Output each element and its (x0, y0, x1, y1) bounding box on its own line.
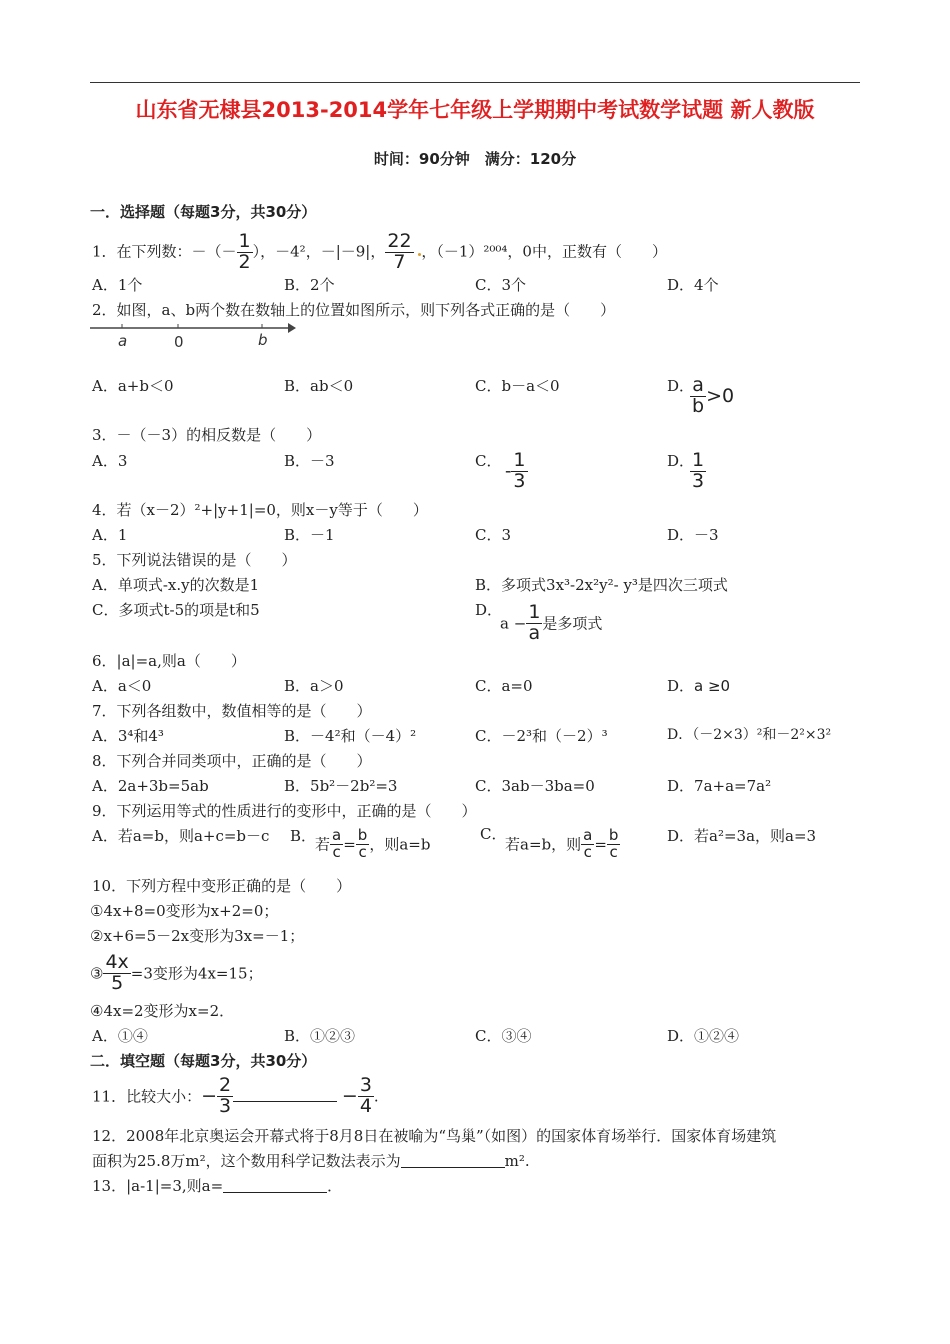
q11-f2-num: 3 (359, 1074, 372, 1096)
q9-b-right-num: b (357, 826, 368, 844)
q13-tail: ． (327, 1177, 343, 1195)
q3-option-a: A．3 (92, 452, 128, 470)
exam-info: 时间：90分钟 满分：120分 (373, 150, 577, 168)
q9-b-tail: ，则a=b (369, 835, 431, 854)
q9-c-frac-right (607, 828, 621, 861)
q9-b-frac-left (330, 828, 343, 861)
q2-option-c: C．b－a＜0 (475, 377, 560, 395)
question-1 (92, 232, 667, 273)
number-line-label-a: a (118, 332, 128, 350)
q7-option-d: D．（－2×3）²和－2²×3² (667, 727, 832, 743)
q13-answer-blank[interactable] (223, 1178, 327, 1193)
q2-option-d-label: D． (667, 377, 695, 395)
q5-d-a: a (500, 614, 509, 633)
q3-d-num: 1 (692, 449, 705, 471)
q1-mid: ），－4²，－|－9|， (252, 242, 386, 261)
q1-frac2-den: 7 (393, 250, 406, 273)
q3-c-sign: - (505, 460, 512, 483)
q3-option-d: D． (667, 452, 695, 470)
q11-fraction-2 (358, 1076, 374, 1117)
q9-b-frac-right (356, 828, 370, 861)
q1-frac2-num: 22 (387, 230, 412, 252)
q3-d-den: 3 (692, 469, 705, 492)
q8-option-b: B．5b²－2b²=3 (284, 777, 398, 795)
section-heading-choice: 一．选择题（每题3分，共30分） (90, 203, 317, 221)
q13-prefix: 13．|a-1|=3,则a= (92, 1177, 224, 1195)
q5-option-c: C．多项式t-5的项是t和5 (92, 601, 260, 619)
q9-b-eq: = (343, 835, 356, 854)
number-line-arrow (288, 323, 296, 333)
q2-d-fraction (690, 376, 706, 417)
q11-period: . (373, 1087, 379, 1106)
q5-option-a: A．单项式-x.y的次数是1 (92, 576, 260, 594)
q1-option-c: C．3个 (475, 276, 527, 294)
q9-stem: 9．下列运用等式的性质进行的变形中，正确的是（ ） (92, 802, 477, 820)
number-line (90, 318, 300, 352)
q1-frac-den: 2 (238, 250, 251, 273)
q9-c-eq: = (594, 835, 607, 854)
question-13 (92, 1177, 342, 1195)
q10-option-d: D．①②④ (667, 1027, 740, 1045)
q7-option-c: C．－2³和（－2）³ (475, 727, 608, 745)
question-11 (92, 1076, 379, 1117)
q9-c-left-den: c (583, 842, 592, 861)
q11-f1-num: 2 (219, 1074, 232, 1096)
q10-s3-pre: ③ (90, 964, 104, 983)
q9-c-left-num: a (583, 826, 593, 844)
q10-stem: 10．下列方程中变形正确的是（ ） (92, 877, 352, 895)
q9-option-b-label: B． (290, 827, 317, 845)
q2-option-a: A．a+b＜0 (92, 377, 174, 395)
q5-d-tail: 是多项式 (542, 614, 603, 633)
q12-line2-tail: m². (504, 1152, 530, 1170)
number-line-label-b: b (258, 331, 268, 349)
q10-statement-3 (90, 953, 263, 994)
q6-option-d-expr: a ≥0 (694, 677, 731, 695)
q4-option-c: C．3 (475, 526, 512, 544)
q4-option-a: A．1 (92, 526, 128, 544)
q4-option-d: D．－3 (667, 526, 719, 544)
top-rule (90, 82, 860, 83)
q12-line-2 (92, 1152, 530, 1170)
q9-option-c-label: C． (480, 825, 507, 843)
section-heading-fill: 二．填空题（每题3分，共30分） (90, 1052, 317, 1070)
q4-option-b: B．－1 (284, 526, 335, 544)
q10-statement-2: ②x+6=5－2x变形为3x=－1； (90, 927, 305, 945)
q12-line2-pre: 面积为25.8万m²，这个数用科学记数法表示为 (92, 1152, 401, 1170)
q11-answer-blank[interactable] (233, 1087, 337, 1102)
q11-fraction-1 (217, 1076, 233, 1117)
q1-prefix: 1．在下列数：－（－ (92, 242, 237, 261)
q11-f2-den: 4 (359, 1094, 372, 1117)
q3-option-b: B．－3 (284, 452, 335, 470)
q3-c-fraction (511, 451, 527, 492)
q2-d-den: b (692, 394, 705, 417)
q6-option-a: A．a＜0 (92, 677, 152, 695)
q11-f1-den: 3 (219, 1094, 232, 1117)
q5-stem: 5．下列说法错误的是（ ） (92, 551, 297, 569)
q10-option-a: A．①④ (92, 1027, 148, 1045)
q6-stem: 6．|a|=a,则a（ ） (92, 652, 246, 670)
q1-fraction-2 (385, 232, 413, 273)
q9-c-right-den: c (609, 842, 618, 861)
q3-c-num: 1 (513, 449, 526, 471)
q10-option-b: B．①②③ (284, 1027, 356, 1045)
q9-c-right-num: b (608, 826, 619, 844)
q10-s3-num: 4x (105, 951, 129, 973)
q7-option-a: A．3⁴和4³ (92, 727, 164, 745)
page-title: 山东省无棣县2013-2014学年七年级上学期期中考试数学试题 新人教版 (135, 98, 815, 122)
q10-statement-1: ①4x+8=0变形为x+2=0； (90, 902, 279, 920)
q9-option-d: D．若a²=3a，则a=3 (667, 827, 817, 845)
q8-stem: 8．下列合并同类项中，正确的是（ ） (92, 752, 372, 770)
q9-b-left-den: c (332, 842, 341, 861)
q9-c-if: 若a=b，则 (505, 835, 582, 854)
q5-option-b: B．多项式3x³-2x²y²- y³是四次三项式 (475, 576, 728, 594)
q9-b-right-den: c (358, 842, 367, 861)
q11-minus-2: − (341, 1085, 358, 1108)
q6-option-c: C．a=0 (475, 677, 533, 695)
q3-d-fraction (690, 451, 706, 492)
q9-option-b-expr (315, 828, 430, 861)
q11-minus-1: − (201, 1085, 218, 1108)
q2-stem: 2．如图，a、b两个数在数轴上的位置如图所示，则下列各式正确的是（ ） (92, 301, 616, 319)
q5-d-den: a (528, 621, 541, 644)
q10-s3-fraction (103, 953, 130, 994)
number-line-label-0: 0 (174, 333, 184, 351)
q10-s3-tail: =3变形为4x=15； (130, 964, 263, 983)
q5-d-minus: − (513, 614, 527, 633)
q5-d-fraction (526, 603, 542, 644)
q1-option-a: A．1个 (92, 276, 143, 294)
q7-option-b: B．－4²和（－4）² (284, 727, 417, 745)
q3-stem: 3．－（－3）的相反数是（ ） (92, 426, 322, 444)
q3-c-den: 3 (513, 469, 526, 492)
q1-option-b: B．2个 (284, 276, 335, 294)
q3-option-c-expr (505, 451, 528, 492)
q9-option-c-expr (505, 828, 620, 861)
q2-d-num: a (690, 376, 706, 397)
q8-option-d: D．7a+a=7a² (667, 777, 772, 795)
q10-s3-den: 5 (111, 971, 124, 994)
q2-option-d-expr (690, 376, 734, 417)
q10-option-c: C．③④ (475, 1027, 532, 1045)
q4-stem: 4．若（x－2）²+|y+1|=0，则x－y等于（ ） (92, 501, 428, 519)
q6-option-b: B．a＞0 (284, 677, 344, 695)
q3-option-d-expr (690, 451, 706, 492)
q1-suffix: ，（－1）²⁰⁰⁴，0中，正数有（ ） (421, 242, 667, 261)
q11-prefix: 11．比较大小： (92, 1087, 202, 1106)
q5-option-d-label: D． (475, 601, 503, 619)
q1-frac-num: 1 (238, 230, 251, 252)
q12-answer-blank[interactable] (401, 1153, 505, 1168)
q2-option-b: B．ab＜0 (284, 377, 354, 395)
q10-statement-4: ④4x=2变形为x=2． (90, 1002, 235, 1020)
q1-fraction (237, 232, 253, 273)
q12-line-1: 12．2008年北京奥运会开幕式将于8月8日在被喻为“鸟巢”（如图）的国家体育场举行．国家体育场建筑 (92, 1127, 777, 1145)
q6-option-d-label: D． (667, 677, 695, 695)
q7-stem: 7．下列各组数中，数值相等的是（ ） (92, 702, 372, 720)
q9-b-left-num: a (332, 826, 342, 844)
q9-c-frac-left (581, 828, 594, 861)
q1-option-d: D．4个 (667, 276, 719, 294)
q8-option-a: A．2a+3b=5ab (92, 777, 209, 795)
q8-option-c: C．3ab－3ba=0 (475, 777, 595, 795)
q9-option-a: A．若a=b，则a+c=b－c (92, 827, 270, 845)
q2-d-tail: >0 (706, 385, 735, 408)
q5-d-num: 1 (528, 601, 541, 623)
q9-b-if: 若 (315, 835, 331, 854)
q6-option-d (667, 677, 730, 695)
q3-option-c: C． (475, 452, 502, 470)
q5-option-d-expr (500, 603, 602, 644)
